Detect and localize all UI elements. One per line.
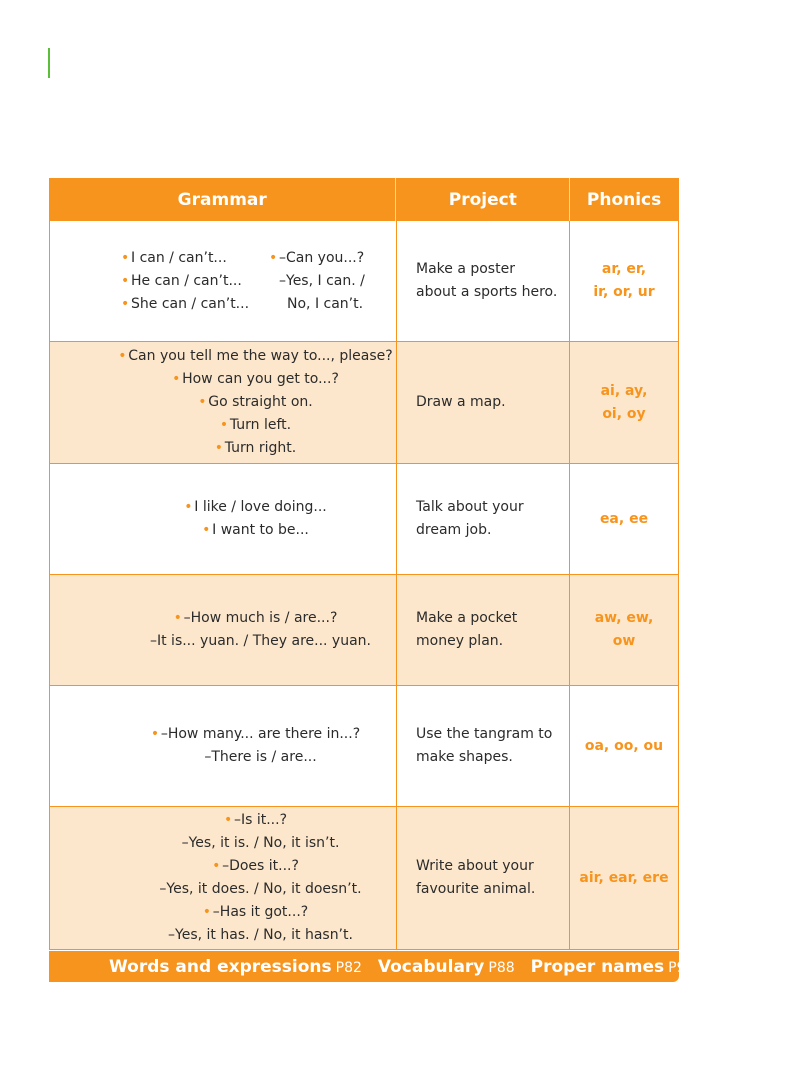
grammar-item: • –Has it got...?: [204, 901, 308, 924]
project-cell: [397, 575, 570, 685]
grammar-item: • –Can you...?: [270, 247, 390, 270]
phonics-cell: [570, 686, 678, 806]
grammar-cell: [50, 575, 397, 685]
header-phonics: Phonics: [570, 178, 679, 221]
grammar-item: –Yes, it has. / No, it hasn’t.: [168, 927, 353, 943]
table-row: [49, 686, 679, 807]
grammar-col-left: [122, 247, 270, 316]
table-row: [49, 575, 679, 686]
grammar-item: –Yes, I can. /: [279, 272, 365, 289]
grammar-item: –There is / are...: [204, 749, 317, 765]
grammar-item: • Turn right.: [216, 437, 296, 460]
grammar-col-right: [270, 247, 390, 316]
grammar-cell: [50, 686, 397, 806]
grammar-item: • Can you tell me the way to..., please?: [119, 345, 392, 368]
phonics-line: oi, oy: [602, 405, 646, 422]
phonics-line: ea, ee: [599, 510, 649, 527]
project-line: about a sports hero.: [416, 284, 558, 300]
grammar-item: • I can / can’t...: [122, 247, 270, 270]
table-row: [49, 807, 679, 950]
project-cell: [397, 464, 570, 574]
reference-footer: [49, 951, 695, 982]
footer-words-page: P82: [335, 959, 362, 976]
grammar-item: • –Does it...?: [213, 855, 299, 878]
grammar-item: • –Is it...?: [225, 809, 287, 832]
grammar-cell: [50, 807, 397, 949]
grammar-item: –Yes, it is. / No, it isn’t.: [181, 835, 340, 851]
header-project: Project: [396, 178, 570, 221]
grammar-item: –It is... yuan. / They are... yuan.: [149, 633, 371, 649]
phonics-cell: [570, 342, 678, 463]
grammar-cell: [50, 221, 397, 341]
curriculum-table: [49, 178, 679, 950]
table-row: [49, 221, 679, 342]
grammar-item: No, I can’t.: [287, 295, 364, 312]
table-header: [49, 178, 679, 221]
project-line: Use the tangram to: [416, 726, 553, 742]
phonics-cell: [570, 464, 678, 574]
grammar-cell: [50, 464, 397, 574]
phonics-line: ow: [612, 633, 636, 649]
grammar-item: • How can you get to...?: [173, 368, 339, 391]
grammar-item: • Turn left.: [221, 414, 291, 437]
project-line: dream job.: [416, 522, 492, 538]
phonics-line: ai, ay,: [600, 382, 648, 399]
grammar-item: • She can / can’t...: [122, 293, 270, 316]
footer-names-label: Proper names: [530, 956, 665, 977]
phonics-line: ar, er,: [601, 261, 647, 277]
grammar-item: • He can / can’t...: [122, 270, 270, 293]
footer-vocab-label: Vocabulary: [377, 956, 485, 977]
table-row: [49, 342, 679, 464]
project-cell: [397, 342, 570, 463]
footer-names-page: P96: [668, 959, 695, 976]
project-line: make shapes.: [416, 749, 513, 765]
footer-names-link[interactable]: [531, 957, 695, 977]
grammar-two-col: [122, 247, 390, 316]
grammar-item: • I like / love doing...: [185, 496, 326, 519]
project-line: Draw a map.: [416, 394, 506, 410]
table-row: [49, 464, 679, 575]
footer-vocab-link[interactable]: [378, 957, 515, 977]
footer-words-label: Words and expressions: [109, 956, 332, 977]
phonics-cell: [570, 807, 678, 949]
phonics-line: air, ear, ere: [579, 869, 669, 886]
project-line: Talk about your: [416, 499, 524, 515]
grammar-item: • I want to be...: [203, 519, 309, 542]
project-cell: [397, 807, 570, 949]
phonics-cell: [570, 575, 678, 685]
project-line: Write about your: [416, 858, 534, 874]
project-cell: [397, 221, 570, 341]
grammar-item: • Go straight on.: [199, 391, 312, 414]
footer-vocab-page: P88: [488, 959, 515, 976]
phonics-cell: [570, 221, 678, 341]
footer-words-link[interactable]: [109, 957, 362, 977]
project-line: favourite animal.: [416, 881, 536, 897]
project-cell: [397, 686, 570, 806]
project-line: Make a poster: [416, 261, 515, 277]
margin-mark: [48, 48, 50, 78]
phonics-line: oa, oo, ou: [584, 737, 664, 754]
project-line: Make a pocket: [416, 610, 518, 626]
phonics-line: aw, ew,: [594, 610, 654, 626]
grammar-cell: [50, 342, 397, 463]
grammar-item: –Yes, it does. / No, it doesn’t.: [159, 881, 362, 897]
header-grammar: Grammar: [49, 178, 396, 221]
grammar-item: • –How many... are there in...?: [152, 723, 360, 746]
phonics-line: ir, or, ur: [593, 284, 655, 300]
project-line: money plan.: [416, 633, 504, 649]
grammar-item: • –How much is / are...?: [175, 607, 338, 630]
